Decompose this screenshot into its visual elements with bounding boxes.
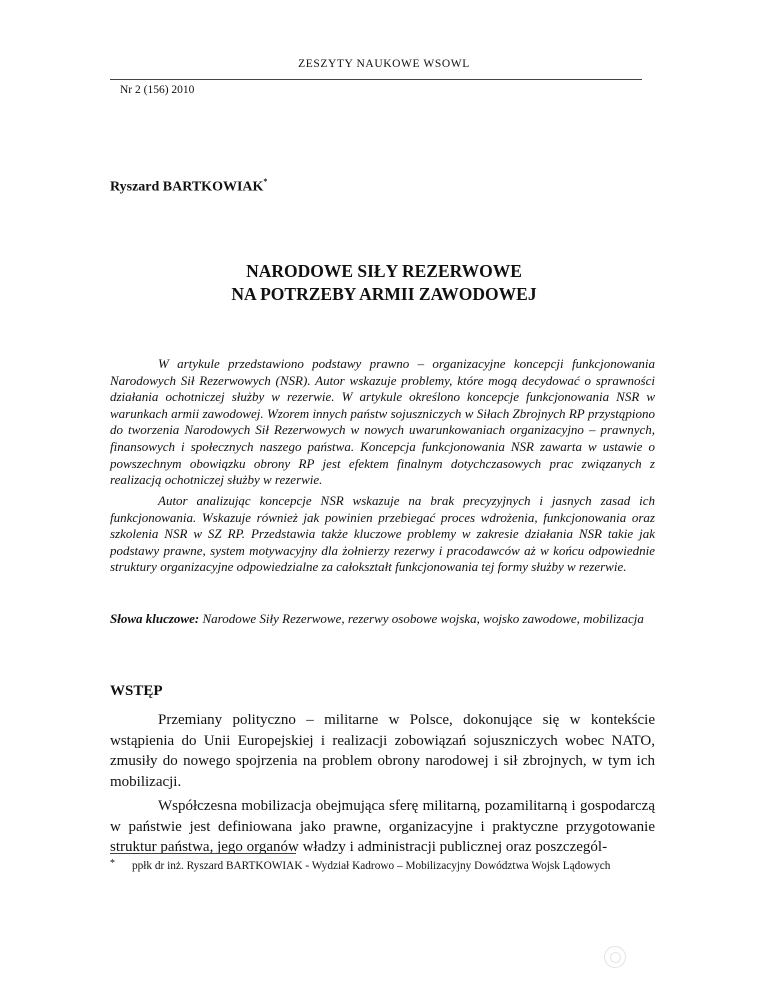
abstract-paragraph-2 (110, 493, 655, 576)
keywords (110, 611, 655, 628)
watermark-icon (604, 946, 626, 968)
article-title (0, 260, 768, 306)
abstract-text-1: W artykule przedstawiono podstawy prawno – organizacyjne koncepcji funkcjonowania Narodowych Sił Rezerwowych (NSR). Autor wskazuje problemy, które mogą decydować o sprawności działania ochotniczej służby w rezerwie. W artykule określono koncepcje funkcjonowania NSR w warunkach armii zawodowej. Wzorem innych państw sojuszniczych w Siłach Zbrojnych RP przystąpiono do tworzenia Narodowych Sił Rezerwowych w nowych uwarunkowaniach organizacyjno – prawnych, finansowych i społecznych naszego państwa. Koncepcja funkcjonowania NSR zawarta w ustawie o powszechnym obowiązku obrony RP jest efektem finalnym dotychczasowych prac związanych z realizacją ochotniczej służby w rezerwie. (110, 356, 655, 488)
keywords-label: Słowa kluczowe: (110, 611, 200, 626)
header-rule (110, 79, 642, 80)
section-heading: WSTĘP (110, 683, 163, 699)
author-name-text: Ryszard BARTKOWIAK (110, 179, 264, 195)
issue-number: Nr 2 (156) 2010 (120, 84, 195, 96)
footnote-rule (110, 853, 296, 854)
footnote-mark: * (110, 858, 115, 869)
footnote-text: ppłk dr inż. Ryszard BARTKOWIAK - Wydział Kadrowo – Mobilizacyjny Dowództwa Wojsk Lądowych (132, 860, 611, 872)
title-line-2: NA POTRZEBY ARMII ZAWODOWEJ (231, 284, 537, 304)
body-paragraph-1 (110, 710, 655, 792)
author-name (110, 178, 267, 196)
author-footnote-mark: * (263, 177, 268, 186)
footnote (110, 859, 655, 874)
body-text-2: Współczesna mobilizacja obejmująca sferę militarną, pozamilitarną i gospodarczą w państwie jest definiowana jako prawne, organizacyjne i praktyczne przygotowanie struktur państwa, jego organów władzy i administracji publicznej oraz poszczegól- (110, 798, 655, 856)
body-text-1: Przemiany polityczno – militarne w Polsce, dokonujące się w kontekście wstąpienia do Unii Europejskiej i realizacji zobowiązań sojuszniczych wobec NATO, zmusiły do nowego spojrzenia na problem obrony narodowej i sił zbrojnych, w tym ich mobilizacji. (110, 712, 655, 790)
abstract-text-2: Autor analizując koncepcje NSR wskazuje na brak precyzyjnych i jasnych zasad ich funkcjonowania. Wskazuje również jak powinien przebiegać proces wdrożenia, funkcjonowania oraz szkolenia NSR w SZ RP. Przedstawia także kluczowe problemy w zakresie działania NSR takie jak podstawy prawne, system motywacyjny dla żołnierzy rezerwy i pracodawców aż w końcu odpowiednie struktury organizacyjne odpowiedzialne za całokształt funkcjonowania tej formy służby w rezerwie. (110, 493, 655, 575)
keywords-text: Narodowe Siły Rezerwowe, rezerwy osobowe wojska, wojsko zawodowe, mobilizacja (202, 611, 644, 626)
journal-title: ZESZYTY NAUKOWE WSOWL (298, 58, 470, 70)
abstract-paragraph-1 (110, 356, 655, 489)
body-paragraph-2 (110, 796, 655, 858)
title-line-1: NARODOWE SIŁY REZERWOWE (246, 261, 522, 281)
